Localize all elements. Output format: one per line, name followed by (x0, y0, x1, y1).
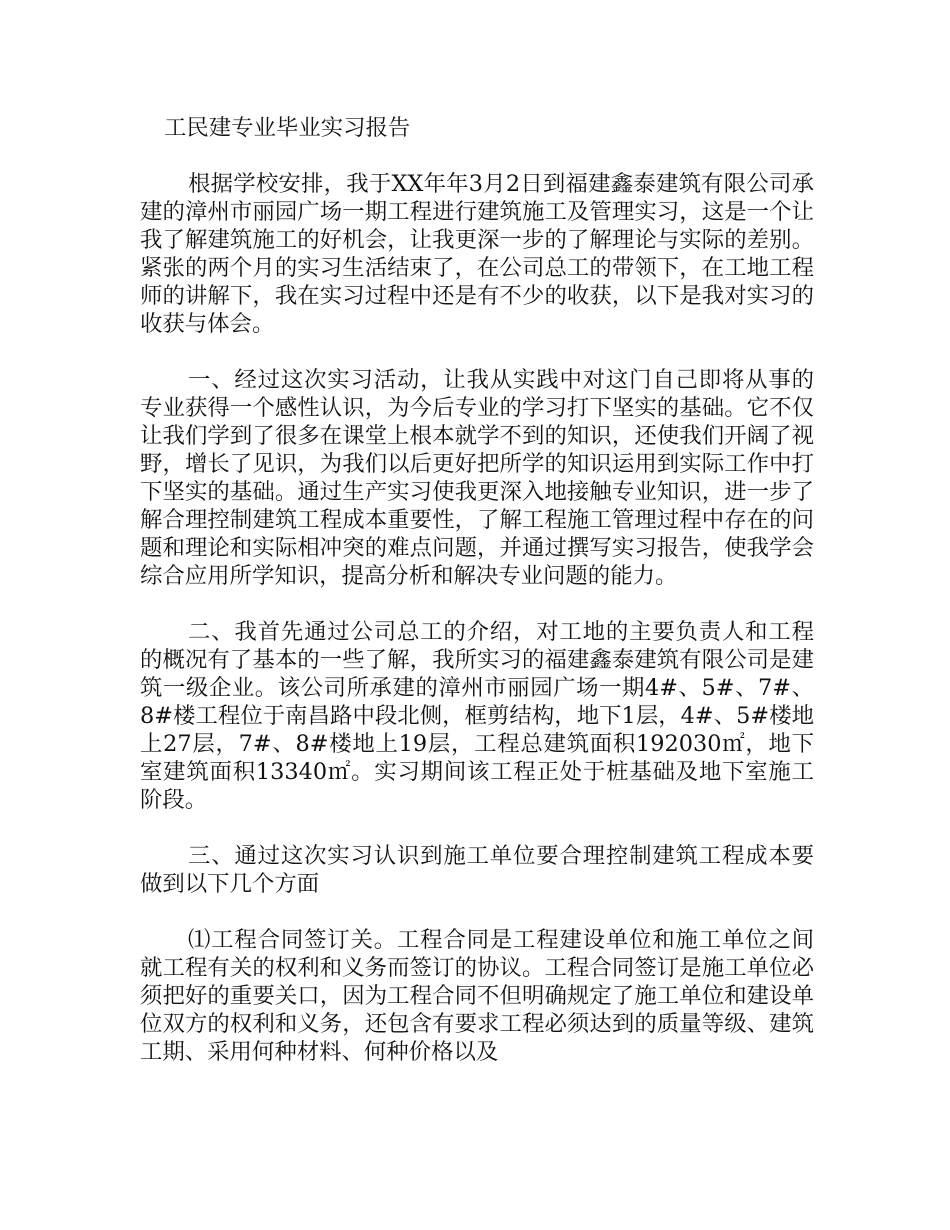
paragraph-section-1: 一、经过这次实习活动，让我从实践中对这门自己即将从事的专业获得一个感性认识，为今后专业的学习打下坚实的基础。它不仅让我们学到了很多在课堂上根本就学不到的知识，还使我们开阔了视野，增长了见识，为我们以后更好把所学的知识运用到实际工作中打下坚实的基础。通过生产实习使我更深入地接触专业知识，进一步了解合理控制建筑工程成本重要性，了解工程施工管理过程中存在的问题和理论和实际相冲突的难点问题，并通过撰写实习报告，使我学会综合应用所学知识，提高分析和解决专业问题的能力。 (140, 367, 814, 589)
paragraph-section-3: 三、通过这次实习认识到施工单位要合理控制建筑工程成本要做到以下几个方面 (140, 843, 814, 897)
paragraph-item-1: ⑴工程合同签订关。工程合同是工程建设单位和施工单位之间就工程有关的权利和义务而签订的协议。工程合同签订是施工单位必须把好的重要关口，因为工程合同不但明确规定了施工单位和建设单位双方的权利和义务，还包含有要求工程必须达到的质量等级、建筑工期、采用何种材料、何种价格以及 (140, 927, 814, 1065)
paragraph-intro: 根据学校安排，我于XX年年3月2日到福建鑫泰建筑有限公司承建的漳州市丽园广场一期工程进行建筑施工及管理实习，这是一个让我了解建筑施工的好机会，让我更深一步的了解理论与实际的差别。紧张的两个月的实习生活结束了，在公司总工的带领下，在工地工程师的讲解下，我在实习过程中还是有不少的收获，以下是我对实习的收获与体会。 (140, 171, 814, 337)
document-body (140, 114, 814, 1066)
document-title: 工民建专业毕业实习报告 (164, 115, 411, 141)
paragraph-section-2: 二、我首先通过公司总工的介绍，对工地的主要负责人和工程的概况有了基本的一些了解，我所实习的福建鑫泰建筑有限公司是建筑一级企业。该公司所承建的漳州市丽园广场一期4#、5#、7#、8#楼工程位于南昌路中段北侧，框剪结构，地下1层，4#、5#楼地上27层，7#、8#楼地上19层，工程总建筑面积192030㎡，地下室建筑面积13340㎡。实习期间该工程正处于桩基础及地下室施工阶段。 (140, 619, 814, 813)
